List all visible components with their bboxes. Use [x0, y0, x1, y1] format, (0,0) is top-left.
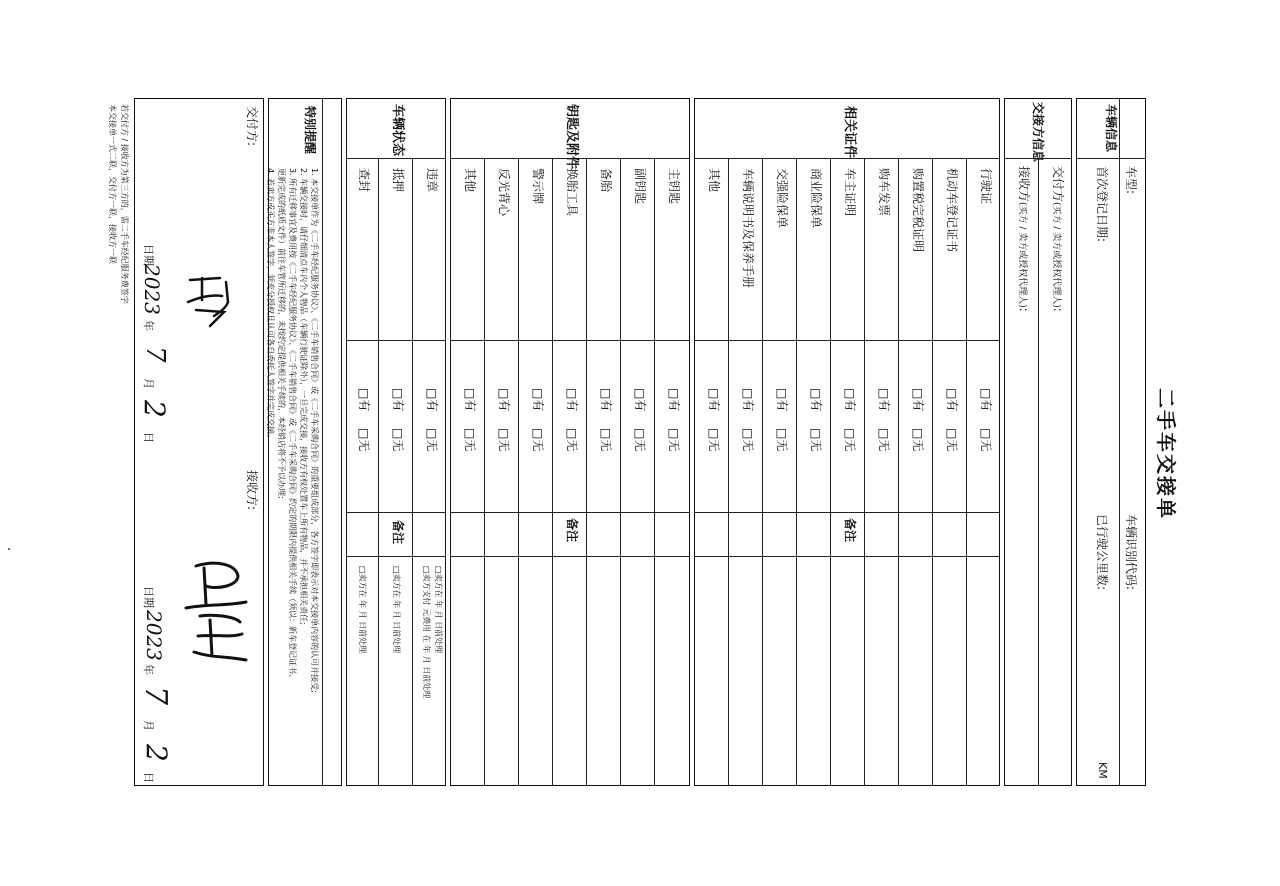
first-registration-label: 首次登记日期: — [1095, 166, 1109, 243]
checkbox-no[interactable]: □无 — [979, 428, 993, 452]
checkbox-no[interactable]: □无 — [911, 428, 925, 452]
key-item: 换胎工具 — [565, 168, 579, 217]
checkbox-no[interactable]: □无 — [357, 428, 371, 452]
checkbox-yes[interactable]: □有 — [741, 388, 755, 412]
checkbox-no[interactable]: □无 — [843, 428, 857, 452]
receiver-date-label: 日期 — [142, 586, 155, 608]
receiver-label: 接收方 — [1017, 166, 1031, 203]
model-label: 车型: — [1124, 166, 1138, 195]
checkbox-yes[interactable]: □有 — [843, 388, 857, 412]
key-item: 主钥匙 — [667, 168, 681, 205]
key-item: 警示牌 — [531, 168, 545, 205]
checkbox-no[interactable]: □无 — [707, 428, 721, 452]
document-item: 其他 — [707, 168, 721, 193]
receiver-sign-label: 接收方: — [245, 470, 259, 511]
status-heading: 车辆状态 — [390, 104, 405, 157]
key-item: 副钥匙 — [633, 168, 647, 205]
keys-heading: 钥匙及附件 — [564, 104, 579, 170]
mileage-label: 已行驶公里数: — [1095, 514, 1109, 591]
checkbox-no[interactable]: □无 — [599, 428, 613, 452]
status-item: 抵押 — [391, 168, 405, 193]
special-line: 2. 车辆交接时，请仔细清点车内个人物品（车辆行驶证除外），一旦完成交接，接收方有权处置车上所有物品，并不承担相关责任; — [299, 168, 308, 625]
checkbox-yes[interactable]: □有 — [391, 388, 405, 412]
checkbox-yes[interactable]: □有 — [357, 388, 371, 412]
checkbox-no[interactable]: □无 — [565, 428, 579, 452]
checkbox-yes[interactable]: □有 — [877, 388, 891, 412]
status-note: □卖方在 年 月 日前处理 — [358, 566, 367, 654]
scan-speck — [8, 548, 10, 550]
receiver-month-unit: 月 — [142, 720, 155, 731]
giver-date-label: 日期 — [142, 244, 155, 266]
document-item: 车主证明 — [843, 168, 857, 217]
document-item: 购车发票 — [877, 168, 891, 217]
status-remark: 备注 — [391, 520, 405, 545]
special-heading: 特别提醒 — [303, 106, 317, 155]
checkbox-no[interactable]: □无 — [497, 428, 511, 452]
checkbox-yes[interactable]: □有 — [599, 388, 613, 412]
checkbox-yes[interactable]: □有 — [633, 388, 647, 412]
status-note: □卖方支付 元费用 在 年 月 日前处理 — [422, 566, 431, 699]
special-line: 1. 本交接单作为《二手车经纪服务协议》、《二手车销售合同》或《二手车采购合同》的重要组成部分，各方签字即表示对本交接单内容的认可并接受; — [310, 168, 319, 693]
checkbox-no[interactable]: □无 — [775, 428, 789, 452]
giver-day-unit: 日 — [142, 432, 155, 443]
key-item: 备胎 — [599, 168, 613, 193]
key-item: 其他 — [463, 168, 477, 193]
checkbox-yes[interactable]: □有 — [809, 388, 823, 412]
giver-label: 交付方 — [1051, 166, 1065, 203]
giver-party — [1051, 166, 1064, 312]
vehicle-info-heading: 车辆信息 — [1104, 104, 1118, 153]
checkbox-no[interactable]: □无 — [463, 428, 477, 452]
checkbox-no[interactable]: □无 — [633, 428, 647, 452]
mileage-unit: KM — [1096, 762, 1109, 779]
giver-date-month: 7 — [140, 346, 170, 363]
documents-remark: 备注 — [843, 518, 857, 543]
document-item: 行驶证 — [979, 168, 993, 205]
checkbox-no[interactable]: □无 — [667, 428, 681, 452]
checkbox-yes[interactable]: □有 — [463, 388, 477, 412]
page-title: 二手车交接单 — [1154, 388, 1178, 520]
checkbox-yes[interactable]: □有 — [707, 388, 721, 412]
giver-sign-label: 交付方: — [245, 106, 259, 147]
receiver-date-year: 2023 — [142, 610, 166, 661]
checkbox-no[interactable]: □无 — [425, 428, 439, 452]
checkbox-no[interactable]: □无 — [945, 428, 959, 452]
vin-label: 车辆识别代码: — [1124, 514, 1138, 591]
giver-month-unit: 月 — [142, 378, 155, 389]
footer-note: 若交付方 / 接收方为第三方的，需二手车经纪服务费签字 — [120, 104, 129, 304]
checkbox-yes[interactable]: □有 — [667, 388, 681, 412]
receiver-party — [1017, 166, 1030, 312]
giver-colon: : — [1051, 307, 1065, 312]
receiver-date-day: 2 — [140, 744, 173, 762]
checkbox-no[interactable]: □无 — [741, 428, 755, 452]
special-line: 4. 若卖方或买方非本人签字，须充分授权且认可各自委托人签字并完成交接。 — [266, 168, 275, 443]
documents-heading: 相关证件 — [842, 106, 857, 159]
checkbox-no[interactable]: □无 — [531, 428, 545, 452]
checkbox-yes[interactable]: □有 — [425, 388, 439, 412]
giver-date-year: 2023 — [140, 264, 164, 315]
document-item: 车辆说明书及保养手册 — [741, 168, 755, 289]
status-item: 违章 — [425, 168, 439, 193]
giver-year-unit: 年 — [142, 320, 155, 331]
checkbox-yes[interactable]: □有 — [497, 388, 511, 412]
document-item: 交强险保单 — [775, 168, 789, 229]
document-item: 购置税完税证明 — [911, 168, 925, 253]
checkbox-no[interactable]: □无 — [877, 428, 891, 452]
checkbox-yes[interactable]: □有 — [979, 388, 993, 412]
checkbox-yes[interactable]: □有 — [531, 388, 545, 412]
receiver-day-unit: 日 — [142, 772, 155, 783]
document-item: 商业险保单 — [809, 168, 823, 229]
status-item: 查封 — [357, 168, 371, 193]
key-item: 反光背心 — [497, 168, 511, 217]
checkbox-yes[interactable]: □有 — [775, 388, 789, 412]
special-line: 3. 所有迁移事宜及费用按《二手车经纪服务协议》、《二手车销售合同》或《二手车采购合同》约定的期限内提供相关手续（须以：新车登记证书、 — [288, 168, 297, 683]
special-line: 更新完成的纸质文件）前往车管所迁移的，未按约定提供相关手续的，本经销店将不予以办理; — [277, 168, 286, 499]
giver-note: (买方 / 卖方或授权代理人) — [1051, 202, 1061, 308]
checkbox-no[interactable]: □无 — [809, 428, 823, 452]
receiver-year-unit: 年 — [142, 664, 155, 675]
footer-note: 本交接单一式二联，交付方一联，接收方一联 — [108, 104, 117, 264]
receiver-signature — [176, 556, 256, 676]
checkbox-no[interactable]: □无 — [391, 428, 405, 452]
document-item: 机动车登记证书 — [945, 168, 959, 253]
giver-signature — [180, 272, 240, 332]
status-note: □卖方在 年 月 日前处理 — [392, 566, 401, 654]
receiver-date-month: 7 — [138, 686, 173, 706]
checkbox-yes[interactable]: □有 — [945, 388, 959, 412]
giver-date-day: 2 — [138, 400, 171, 418]
parties-heading: 交接方信息 — [1031, 102, 1045, 163]
checkbox-yes[interactable]: □有 — [911, 388, 925, 412]
keys-remark: 备注 — [565, 518, 579, 543]
receiver-colon: : — [1017, 307, 1031, 312]
checkbox-yes[interactable]: □有 — [565, 388, 579, 412]
vehicle-info-section — [1076, 98, 1146, 786]
status-note: □卖方在 年 月 日前处理 — [434, 566, 443, 654]
receiver-note: (买方 / 卖方或授权代理人) — [1017, 202, 1027, 308]
